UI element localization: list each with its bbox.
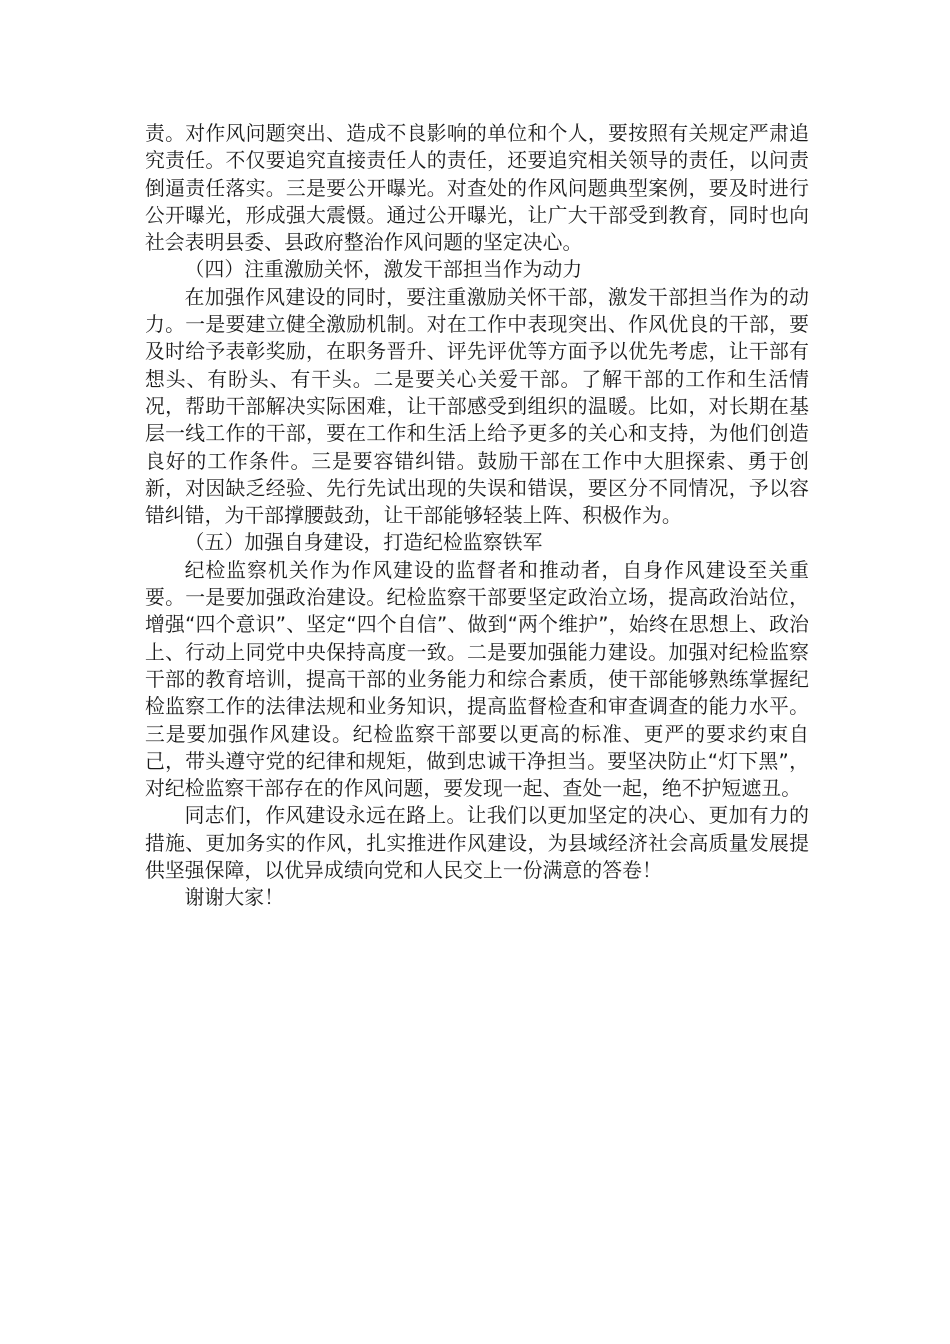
section-heading: （五）加强自身建设，打造纪检监察铁军 <box>184 531 543 555</box>
section-heading: （四）注重激励关怀，激发干部担当作为动力 <box>184 258 583 282</box>
body-paragraph: 在加强作风建设的同时，要注重激励关怀干部，激发干部担当作为的动力。一是要建立健全激励机制。对在工作中表现突出、作风优良的干部，要及时给予表彰奖励，在职务晋升、评先评优等方面予以优先考虑，让干部有想头、有盼头、有干头。二是要关心关爱干部。了解干部的工作和生活情况，帮助干部解决实际困难，让干部感受到组织的温暖。比如，对长期在基层一线工作的干部，要在工作和生活上给予更多的关心和支持，为他们创造良好的工作条件。三是要容错纠错。鼓励干部在工作中大胆探索、勇于创新，对因缺乏经验、先行先试出现的失误和错误，要区分不同情况，予以容错纠错，为干部撑腰鼓劲，让干部能够轻装上阵、积极作为。 <box>145 285 809 528</box>
closing-paragraph: 同志们，作风建设永远在路上。让我们以更加坚定的决心、更加有力的措施、更加务实的作风，扎实推进作风建设，为县域经济社会高质量发展提供坚强保障，以优异成绩向党和人民交上一份满意的答卷！ <box>145 804 809 883</box>
body-paragraph: 纪检监察机关作为作风建设的监督者和推动者，自身作风建设至关重要。一是要加强政治建设。纪检监察干部要坚定政治立场，提高政治站位，增强“四个意识”、坚定“四个自信”、做到“两个维护”，始终在思想上、政治上、行动上同党中央保持高度一致。二是要加强能力建设。加强对纪检监察干部的教育培训，提高干部的业务能力和综合素质，使干部能够熟练掌握纪检监察工作的法律法规和业务知识，提高监督检查和审查调查的能力水平。三是要加强作风建设。纪检监察干部要以更高的标准、更严的要求约束自己，带头遵守党的纪律和规矩，做到忠诚干净担当。要坚决防止“灯下黑”，对纪检监察干部存在的作风问题，要发现一起、查处一起，绝不护短遮丑。 <box>145 558 809 801</box>
thanks-line: 谢谢大家！ <box>184 886 285 910</box>
document-page <box>145 120 809 912</box>
body-paragraph: 责。对作风问题突出、造成不良影响的单位和个人，要按照有关规定严肃追究责任。不仅要追究直接责任人的责任，还要追究相关领导的责任，以问责倒逼责任落实。三是要公开曝光。对查处的作风问题典型案例，要及时进行公开曝光，形成强大震慑。通过公开曝光，让广大干部受到教育，同时也向社会表明县委、县政府整治作风问题的坚定决心。 <box>145 122 809 255</box>
